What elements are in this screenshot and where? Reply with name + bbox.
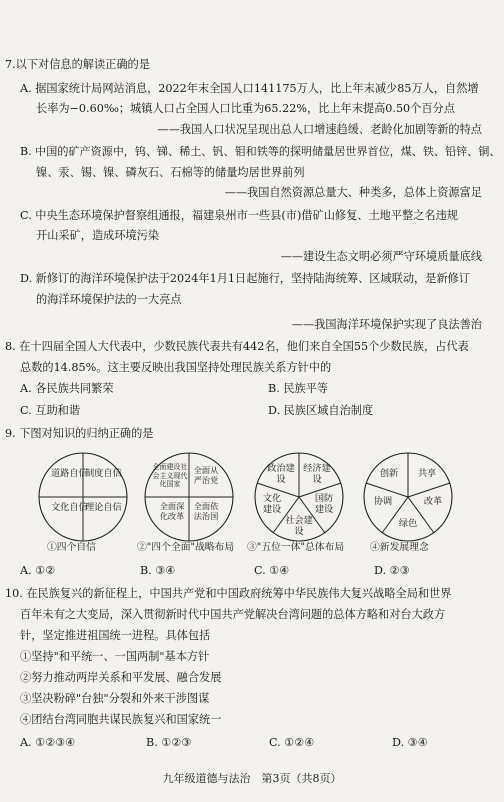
q7-option-c-line2: 开山采矿，造成环境污染 [36,229,160,242]
q9-stem: 9. 下图对知识的归纳正确的是 [5,427,154,440]
cell-coordination: 协调 [373,496,393,507]
q7-option-b-line1: B. 中国的矿产资源中，钨、锑、稀土、钒、钼和铁等的探明储量居世界首位，煤、铁、铅锌、铜、 [20,145,501,158]
q10-option-b: B. ①②③ [146,736,192,749]
cell-innovation: 创新 [379,468,399,479]
cell-system-confidence: 制度自信 [85,468,122,479]
q9-option-c: C. ①④ [254,564,290,577]
cell-strict-party-governance: 全面从严治党 [193,465,219,485]
q10-item-3: ③坚决粉碎"台独"分裂和外来干涉图谋 [20,692,210,705]
q10-stem-line2: 百年未有之大变局，深入贯彻新时代中国共产党解决台湾问题的总体方略和对台大政方 [20,608,446,621]
q7-stem: 7.以下对信息的解读正确的是 [5,58,150,71]
q7-option-a-source: ——我国人口状况呈现出总人口增速趋缓、老龄化加剧等新的特点 [157,123,482,136]
q10-stem-line1: 10. 在民族复兴的新征程上，中国共产党和中国政府统筹中华民族伟大复兴战略全局和世界 [5,587,452,600]
q10-item-4: ④团结台湾同胞共谋民族复兴和国家统一 [20,713,222,726]
q7-option-b-line2: 镍、汞、锡、镍、磷灰石、石棉等的储量均居世界前列 [36,166,305,179]
cell-build-modern-country: 全面建设社会主义现代化国家 [152,463,188,488]
q7-option-c-line1: C. 中央生态环境保护督察组通报，福建泉州市一些县(市)借矿山修复、土地平整之名违规 [20,209,458,222]
q8-option-a: A. 各民族共同繁荣 [20,382,114,395]
diagram-four-comprehensives [137,451,235,555]
q8-stem-line2: 总数的14.85%。这主要反映出我国坚持处理民族关系方针中的 [20,361,332,374]
q7-option-d-source: ——我国海洋环境保护实现了良法善治 [291,318,482,331]
cell-political-construction: 政治建设 [267,463,295,485]
q7-option-d-line1: D. 新修订的海洋环境保护法于2024年1月1日起施行，坚持陆海统筹、区域联动，是新修订 [20,272,470,285]
cell-sharing: 共享 [417,468,437,479]
q10-option-c: C. ①②④ [269,736,315,749]
q10-option-d: D. ③④ [392,736,428,749]
cell-social-construction: 社会建设 [285,515,313,537]
q7-option-d-line2: 的海洋环境保护法的一大亮点 [36,293,182,306]
cell-reform: 改革 [423,496,443,507]
page-footer: 九年级道德与法治 第3页（共8页） [162,772,342,785]
cell-culture-confidence: 文化自信 [51,502,88,513]
cell-deepen-reform: 全面深化改革 [159,501,185,521]
q7-option-a-line2: 长率为−0.60‰；城镇人口占全国人口比重为65.22%，比上年末提高0.50个百分点 [36,102,455,115]
diagram-new-development-concepts [362,451,454,555]
diagram-five-in-one [247,451,345,555]
q8-option-d: D. 民族区域自治制度 [268,404,374,417]
q8-stem-line1: 8. 在十四届全国人大代表中，少数民族代表共有442名，他们来自全国55个少数民族，占代表 [5,340,469,353]
cell-cultural-construction: 文化建设 [262,493,282,515]
q7-option-b-source: ——我国自然资源总量大、种类多，总体上资源富足 [224,186,482,199]
diagram-caption: ④新发展理念 [370,542,429,553]
circle-four-quadrants [37,451,129,543]
cell-defense-construction: 国防建设 [314,493,334,515]
cell-rule-of-law: 全面依法治国 [193,501,219,521]
diagram-four-confidences [37,451,129,555]
diagram-caption: ①四个自信 [47,542,96,553]
diagram-caption: ②"四个全面"战略布局 [137,542,235,553]
q8-option-b: B. 民族平等 [268,382,329,395]
q7-option-a-line1: A. 据国家统计局网站消息，2022年末全国人口141175万人，比上年末减少85万人，自然增 [20,82,479,95]
cell-economic-construction: 经济建设 [303,463,331,485]
cell-green: 绿色 [398,518,418,529]
q9-option-b: B. ③④ [140,564,176,577]
q10-item-1: ①坚持"和平统一、一国两制"基本方针 [20,650,210,663]
q7-option-c-source: ——建设生态文明必须严守环境质量底线 [280,250,482,263]
q8-option-c: C. 互助和谐 [20,404,81,417]
cell-theory-confidence: 理论自信 [85,502,122,513]
q9-option-a: A. ①② [20,564,56,577]
cell-road-confidence: 道路自信 [51,468,88,479]
q9-option-d: D. ②③ [374,564,410,577]
q10-stem-line3: 针，坚定推进祖国统一进程。具体包括 [20,629,211,642]
diagram-caption: ③"五位一体"总体布局 [247,542,345,553]
q10-item-2: ②努力推动两岸关系和平发展、融合发展 [20,671,222,684]
q10-option-a: A. ①②③④ [20,736,76,749]
